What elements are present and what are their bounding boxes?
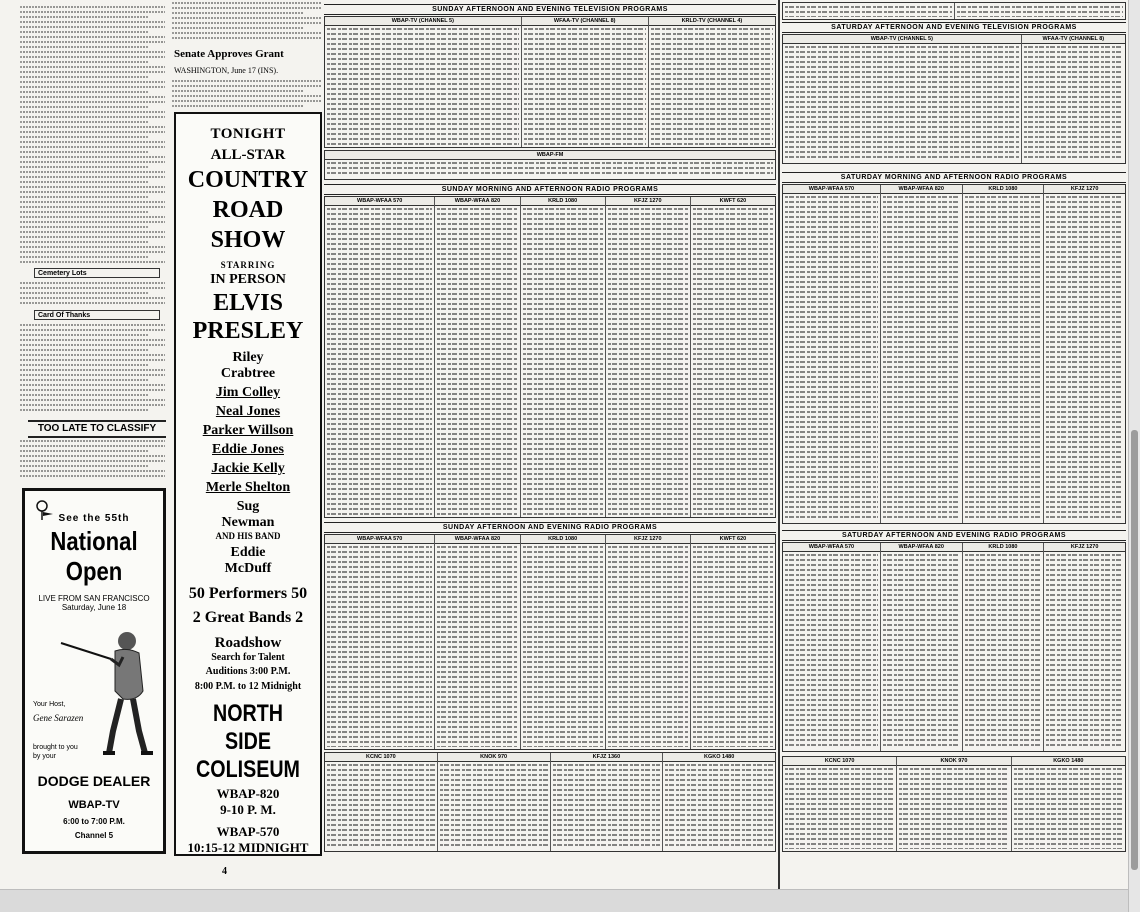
senate-text-block bbox=[172, 80, 322, 110]
grid-column bbox=[783, 185, 881, 523]
channel-header: KCNC 1070 bbox=[783, 757, 896, 766]
saturday-evening-radio-title: SATURDAY AFTERNOON AND EVENING RADIO PROGRAMS bbox=[782, 530, 1126, 541]
grid-column bbox=[897, 757, 1011, 851]
sunday-morning-radio-grid bbox=[324, 196, 776, 518]
too-late-to-classify-heading: TOO LATE TO CLASSIFY bbox=[28, 420, 166, 438]
sunday-local-radio-grid bbox=[324, 752, 776, 852]
show-great-bands: 2 Great Bands 2 bbox=[192, 609, 304, 626]
ad-see-line: See the 55th bbox=[58, 513, 130, 524]
saturday-local-radio-grid bbox=[782, 756, 1126, 852]
channel-header: WBAP-WFAA 820 bbox=[881, 543, 962, 552]
channel-header: KNOK 970 bbox=[438, 753, 550, 762]
card-of-thanks-heading: Card Of Thanks bbox=[34, 310, 160, 320]
grid-column bbox=[522, 17, 649, 147]
channel-header: WBAP-WFAA 570 bbox=[325, 197, 434, 206]
grid-column bbox=[783, 757, 897, 851]
grid-column bbox=[521, 535, 606, 749]
ad-dealer: DODGE DEALER bbox=[37, 773, 151, 789]
grid-column bbox=[663, 753, 775, 851]
channel-header: KFJZ 1270 bbox=[606, 197, 690, 206]
grid-column bbox=[1012, 757, 1125, 851]
channel-header: KGKO 1480 bbox=[663, 753, 775, 762]
channel-header: KRLD-TV (CHANNEL 4) bbox=[649, 17, 775, 26]
grid-column bbox=[691, 197, 775, 517]
sunday-evening-radio-grid bbox=[324, 534, 776, 750]
performer: Sug bbox=[236, 499, 260, 514]
grid-column bbox=[325, 535, 435, 749]
grid-column bbox=[783, 35, 1022, 163]
show-radio1: WBAP-820 bbox=[216, 786, 280, 801]
show-radio2: WBAP-570 bbox=[216, 824, 280, 839]
grid-column bbox=[325, 197, 435, 517]
show-title-line3: SHOW bbox=[210, 227, 286, 253]
vertical-scrollbar[interactable] bbox=[1128, 0, 1140, 912]
too-late-text-block bbox=[20, 440, 165, 480]
national-open-ad bbox=[22, 488, 166, 854]
channel-header: KFJZ 1270 bbox=[1044, 543, 1125, 552]
performer: Riley bbox=[232, 350, 264, 365]
channel-header: WBAP-WFAA 570 bbox=[325, 535, 434, 544]
ad-station: WBAP-TV bbox=[68, 799, 120, 811]
card-of-thanks-text-block bbox=[20, 324, 165, 414]
grid-column bbox=[606, 197, 691, 517]
senate-dateline: WASHINGTON, June 17 (INS). bbox=[174, 66, 279, 75]
column-divider bbox=[778, 0, 780, 890]
channel-header: KFJZ 1360 bbox=[551, 753, 663, 762]
scrollbar-thumb[interactable] bbox=[1131, 430, 1138, 870]
grid-column bbox=[435, 535, 520, 749]
grid-column bbox=[783, 3, 955, 19]
channel-header: KCNC 1070 bbox=[325, 753, 437, 762]
senate-headline: Senate Approves Grant bbox=[174, 48, 284, 60]
sunday-morning-radio-title: SUNDAY MORNING AND AFTERNOON RADIO PROGRAMS bbox=[324, 184, 776, 195]
saturday-morning-radio-title: SATURDAY MORNING AND AFTERNOON RADIO PROGRAMS bbox=[782, 172, 1126, 183]
performer: Jackie Kelly bbox=[211, 461, 285, 476]
grid-column bbox=[325, 151, 775, 179]
grid-column bbox=[606, 535, 691, 749]
show-radio1-time: 9-10 P. M. bbox=[220, 802, 276, 817]
performer: McDuff bbox=[224, 561, 272, 576]
grid-column bbox=[325, 17, 522, 147]
ad-title-national: National bbox=[50, 526, 138, 556]
ad-channel: Channel 5 bbox=[74, 831, 114, 840]
ad-brought-by: brought to you by your bbox=[33, 744, 78, 760]
grid-column bbox=[783, 543, 881, 751]
show-hours: 8:00 P.M. to 12 Midnight bbox=[194, 681, 302, 692]
show-all-star: ALL-STAR bbox=[210, 147, 286, 163]
grid-column bbox=[325, 753, 438, 851]
channel-header: WFAA-TV (CHANNEL 8) bbox=[522, 17, 648, 26]
saturday-morning-radio-grid bbox=[782, 184, 1126, 524]
grid-column bbox=[1044, 543, 1125, 751]
show-tonight: TONIGHT bbox=[210, 126, 286, 142]
show-in-person: IN PERSON bbox=[210, 272, 286, 287]
channel-header: KRLD 1080 bbox=[963, 185, 1044, 194]
channel-header: WBAP-WFAA 820 bbox=[435, 535, 519, 544]
sunday-fm-grid bbox=[324, 150, 776, 180]
golfer-illustration-icon bbox=[53, 621, 153, 761]
show-headliner-last: PRESLEY bbox=[192, 318, 304, 344]
channel-header: KFJZ 1270 bbox=[606, 535, 690, 544]
channel-header: WBAP-TV (CHANNEL 5) bbox=[783, 35, 1021, 44]
show-venue-line2: COLISEUM bbox=[196, 756, 300, 783]
grid-column bbox=[438, 753, 551, 851]
performer: Jim Colley bbox=[215, 385, 281, 400]
ad-host-signature: Gene Sarazen bbox=[33, 713, 84, 723]
show-fifty-performers: 50 Performers 50 bbox=[188, 585, 308, 602]
performer: Neal Jones bbox=[215, 404, 281, 419]
channel-header: KRLD 1080 bbox=[521, 535, 605, 544]
show-venue-line1: NORTH SIDE bbox=[213, 700, 283, 755]
saturday-tv-title: SATURDAY AFTERNOON AND EVENING TELEVISION PROGRAMS bbox=[782, 22, 1126, 33]
channel-header: KWFT 620 bbox=[691, 197, 775, 206]
cemetery-text-block bbox=[20, 282, 165, 307]
country-road-show-ad bbox=[174, 112, 322, 856]
horizontal-scroll-area[interactable] bbox=[0, 889, 1128, 912]
channel-header: WBAP-WFAA 570 bbox=[783, 185, 880, 194]
show-title-line1: COUNTRY bbox=[187, 167, 309, 193]
show-starring: STARRING bbox=[220, 260, 276, 270]
performer: Parker Willson bbox=[202, 423, 294, 438]
grid-column bbox=[691, 535, 775, 749]
show-auditions: Auditions 3:00 P.M. bbox=[205, 666, 291, 677]
show-radio2-time: 10:15-12 MIDNIGHT bbox=[187, 840, 309, 855]
ad-live-line: LIVE FROM SAN FRANCISCO bbox=[38, 594, 150, 603]
show-search-talent: Search for Talent bbox=[211, 652, 285, 663]
ad-title-open: Open bbox=[65, 556, 123, 586]
cemetery-lots-heading: Cemetery Lots bbox=[34, 268, 160, 278]
grid-column bbox=[881, 543, 963, 751]
grid-column bbox=[1044, 185, 1125, 523]
grid-column bbox=[881, 185, 963, 523]
grid-column bbox=[551, 753, 664, 851]
sunday-evening-radio-title: SUNDAY AFTERNOON AND EVENING RADIO PROGRAMS bbox=[324, 522, 776, 533]
channel-header: WBAP-WFAA 820 bbox=[435, 197, 519, 206]
channel-header: WBAP-WFAA 570 bbox=[783, 543, 880, 552]
sunday-tv-grid bbox=[324, 16, 776, 148]
saturday-tv-grid bbox=[782, 34, 1126, 164]
performer: Eddie Jones bbox=[212, 442, 284, 457]
channel-header: KGKO 1480 bbox=[1012, 757, 1125, 766]
performer: Newman bbox=[221, 515, 275, 530]
classified-text-block bbox=[20, 6, 165, 266]
page-number: 4 bbox=[222, 866, 227, 877]
grid-column bbox=[963, 185, 1045, 523]
grid-column bbox=[963, 543, 1045, 751]
performer: Crabtree bbox=[220, 366, 276, 381]
channel-header: WFAA-TV (CHANNEL 8) bbox=[1022, 35, 1125, 44]
grid-column bbox=[955, 3, 1126, 19]
show-roadshow: Roadshow bbox=[214, 635, 282, 651]
grid-column bbox=[521, 197, 606, 517]
channel-header: KNOK 970 bbox=[897, 757, 1010, 766]
grid-column bbox=[1022, 35, 1125, 163]
grid-column bbox=[649, 17, 775, 147]
show-title-line2: ROAD bbox=[212, 197, 284, 223]
saturday-top-strip bbox=[782, 2, 1126, 20]
channel-header: KRLD 1080 bbox=[963, 543, 1044, 552]
channel-header: WBAP-TV (CHANNEL 5) bbox=[325, 17, 521, 26]
channel-header: WBAP-WFAA 820 bbox=[881, 185, 962, 194]
article-text-top bbox=[172, 2, 322, 42]
performer: Merle Shelton bbox=[205, 480, 291, 495]
ad-time: 6:00 to 7:00 P.M. bbox=[63, 817, 125, 826]
channel-header: KWFT 620 bbox=[691, 535, 775, 544]
saturday-evening-radio-grid bbox=[782, 542, 1126, 752]
show-band: AND HIS BAND bbox=[215, 531, 281, 541]
middle-column bbox=[172, 0, 322, 890]
channel-header: KFJZ 1270 bbox=[1044, 185, 1125, 194]
channel-header: KRLD 1080 bbox=[521, 197, 605, 206]
ad-host-label: Your Host, bbox=[33, 701, 66, 708]
grid-column bbox=[435, 197, 520, 517]
channel-header: WBAP-FM bbox=[325, 151, 775, 160]
show-headliner-first: ELVIS bbox=[213, 290, 283, 316]
performer: Eddie bbox=[230, 545, 266, 560]
flag-icon bbox=[35, 499, 57, 521]
sunday-tv-title: SUNDAY AFTERNOON AND EVENING TELEVISION PROGRAMS bbox=[324, 4, 776, 15]
program-listings bbox=[322, 0, 1128, 890]
ad-date: Saturday, June 18 bbox=[61, 603, 127, 612]
